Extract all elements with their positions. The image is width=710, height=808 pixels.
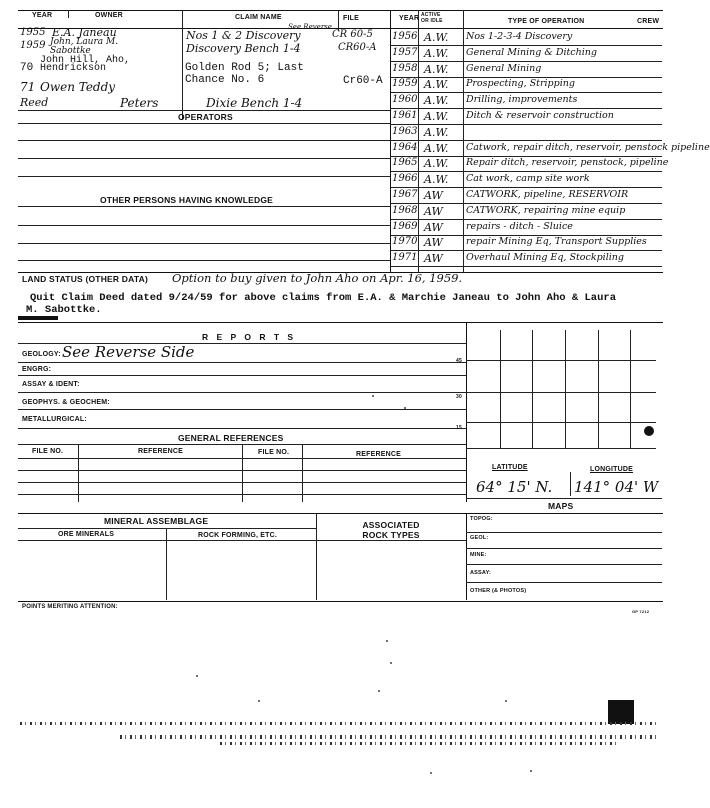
maps-other: OTHER (& PHOTOS): [470, 588, 527, 594]
scan-black-square: [608, 700, 634, 724]
operation-row-line: [390, 45, 662, 46]
points-top-line: [18, 601, 663, 602]
operation-row-line: [390, 187, 662, 188]
land-status-bottom-line: [18, 322, 663, 323]
operation-type: General Mining: [466, 63, 542, 74]
operation-row-line: [390, 140, 662, 141]
maps-label: MAPS: [548, 501, 574, 511]
operation-status: A.W.: [424, 31, 449, 44]
mineral-assemblage-title: MINERAL ASSEMBLAGE: [104, 516, 209, 526]
operation-status: A.W.: [424, 63, 449, 76]
operation-status: AW: [424, 252, 443, 265]
latitude-value: 64° 15' N.: [476, 478, 553, 496]
longitude-value: 141° 04' W: [574, 478, 659, 496]
maps-line: [466, 532, 662, 533]
operation-row-line: [390, 219, 662, 220]
claim-note: See Reverse: [288, 23, 332, 31]
owner-file-2: CR60-A: [338, 42, 377, 53]
operation-row-line: [390, 171, 662, 172]
geophys-label: GEOPHYS. & GEOCHEM:: [22, 399, 110, 406]
scan-noise-band: [20, 722, 660, 725]
grid-row: [466, 360, 656, 361]
header-crew: CREW: [637, 18, 660, 25]
general-references-title: GENERAL REFERENCES: [178, 433, 284, 443]
grid-col: [565, 330, 566, 448]
operation-type: CATWORK, pipeline, RESERVOIR: [466, 189, 629, 200]
associated-rock-types-label: ASSOCIATED ROCK TYPES: [362, 520, 420, 540]
maps-geol: GEOL:: [470, 535, 489, 541]
maps-line: [466, 548, 662, 549]
operation-year: 1967: [392, 189, 418, 200]
operation-type: Repair ditch, reservoir, penstock, pipeline: [466, 157, 669, 168]
other-persons-label: OTHER PERSONS HAVING KNOWLEDGE: [100, 195, 274, 205]
mineral-title-line: [18, 528, 316, 529]
engrg-label: ENGRG:: [22, 366, 52, 373]
gen-ref-col: [242, 444, 243, 502]
operation-type: CATWORK, repairing mine equip: [466, 205, 626, 216]
header-file: FILE: [343, 15, 359, 22]
owner-name-5: Peters: [120, 96, 159, 110]
grid-number-45: 45: [456, 358, 462, 364]
operation-year: 1959: [392, 78, 418, 89]
operation-type: General Mining & Ditching: [466, 47, 597, 58]
mineral-col: [316, 513, 317, 600]
gen-ref-reference: REFERENCE: [138, 448, 183, 455]
operation-year: 1964: [392, 142, 418, 153]
owner-year-2: 1959: [20, 40, 46, 51]
grid-col: [500, 330, 501, 448]
lat-long-divider: [570, 472, 571, 496]
owner-claim-2: Discovery Bench 1-4: [186, 42, 301, 55]
operation-year: 1960: [392, 94, 418, 105]
gen-ref-col: [302, 444, 303, 502]
operation-status: A.W.: [424, 78, 449, 91]
top-border: [18, 10, 663, 11]
operation-row-line: [390, 124, 662, 125]
reports-line: [18, 375, 466, 376]
operation-year: 1957: [392, 47, 418, 58]
operation-year: 1971: [392, 252, 418, 263]
header-year: YEAR: [32, 12, 53, 19]
gen-ref-col: [78, 444, 79, 502]
land-status-label: LAND STATUS (OTHER DATA): [22, 274, 148, 284]
reports-line: [18, 428, 466, 429]
operation-year: 1965: [392, 157, 418, 168]
points-label: POINTS MERITING ATTENTION:: [22, 604, 118, 610]
owner-claim-5: Dixie Bench 1-4: [206, 96, 303, 110]
gen-ref-file-no: FILE NO.: [32, 448, 64, 455]
reports-line: [18, 362, 466, 363]
operation-status: A.W.: [424, 157, 449, 170]
metallurgical-label: METALLURGICAL:: [22, 416, 87, 423]
other-persons-line: [18, 206, 390, 207]
header-active-idle: ACTIVE OR IDLE: [421, 12, 443, 24]
rock-forming-label: ROCK FORMING, ETC.: [198, 532, 278, 539]
scan-speck: [505, 700, 507, 702]
geology-value: See Reverse Side: [62, 343, 195, 361]
operation-type: repairs - ditch - Sluice: [466, 221, 573, 232]
operation-type: Nos 1-2-3-4 Discovery: [466, 31, 573, 42]
operation-year: 1970: [392, 236, 418, 247]
scan-speck: [386, 640, 388, 642]
operators-line: [18, 176, 390, 177]
owner-year-4: 71: [20, 80, 36, 94]
operation-year: 1961: [392, 110, 418, 121]
reports-divider: [466, 322, 467, 502]
operation-status: A.W.: [424, 173, 449, 186]
scan-speck: [404, 407, 406, 409]
maps-assay: ASSAY:: [470, 570, 492, 576]
operation-status: AW: [424, 236, 443, 249]
grid-row: [466, 422, 656, 423]
owner-year-5: Reed: [20, 96, 49, 109]
operation-status: A.W.: [424, 126, 449, 139]
col-line: [418, 10, 419, 272]
geology-label: GEOLOGY:: [22, 351, 61, 358]
operation-year: 1969: [392, 221, 418, 232]
operation-type: Drilling, improvements: [466, 94, 578, 105]
form-number: GP 7212: [632, 609, 650, 614]
maps-topog: TOPOG:: [470, 516, 493, 522]
grid-col: [630, 330, 631, 448]
owner-file-3: Cr60-A: [343, 75, 383, 87]
scan-speck: [378, 690, 380, 692]
mineral-header-line: [18, 540, 466, 541]
operation-year: 1956: [392, 31, 418, 42]
owner-claim-1: Nos 1 & 2 Discovery: [186, 29, 301, 42]
operation-type: Overhaul Mining Eq, Stockpiling: [466, 252, 624, 263]
reports-title: R E P O R T S: [202, 332, 297, 342]
longitude-label: LONGITUDE: [590, 466, 634, 473]
maps-mine: MINE:: [470, 552, 487, 558]
grid-col: [598, 330, 599, 448]
header-type-of-operation: TYPE OF OPERATION: [508, 18, 585, 25]
other-persons-line: [18, 243, 390, 244]
operation-type: Cat work, camp site work: [466, 173, 590, 184]
owner-claim-3: Golden Rod 5; Last Chance No. 6: [185, 62, 304, 86]
gen-ref-reference-2: REFERENCE: [356, 451, 401, 458]
scan-noise-band: [220, 742, 620, 745]
col-line: [338, 10, 339, 30]
lat-long-line: [466, 498, 662, 499]
land-status-mark: [18, 316, 58, 320]
mineral-top-line: [18, 513, 663, 514]
operation-status: AW: [424, 221, 443, 234]
owner-year-3: 70: [20, 62, 34, 74]
operation-row-line: [390, 266, 662, 267]
scan-noise-band: [120, 735, 660, 739]
owner-name-3: John Hill, Aho, Hendrickson: [40, 55, 131, 74]
scan-speck: [430, 772, 432, 774]
operators-label: OPERATORS: [178, 112, 233, 122]
operation-row-line: [390, 108, 662, 109]
other-persons-line: [18, 260, 390, 261]
operation-type: repair Mining Eq, Transport Supplies: [466, 236, 647, 247]
operation-row-line: [390, 250, 662, 251]
grid-row: [466, 392, 656, 393]
latitude-label: LATITUDE: [492, 464, 528, 471]
owners-bottom-line: [18, 110, 390, 111]
operation-type: Ditch & reservoir construction: [466, 110, 614, 121]
col-line: [463, 10, 464, 272]
reports-line: [18, 409, 466, 410]
scan-speck: [372, 395, 374, 397]
scan-speck: [530, 770, 532, 772]
grid-number-30: 30: [456, 394, 462, 400]
operators-line: [18, 123, 390, 124]
col-line: [182, 10, 183, 120]
header-year-right: YEAR: [399, 15, 420, 22]
reports-line: [18, 392, 466, 393]
other-persons-line: [18, 225, 390, 226]
operators-line: [18, 158, 390, 159]
operation-status: A.W.: [424, 47, 449, 60]
operation-year: 1963: [392, 126, 418, 137]
owner-name-4: Owen Teddy: [40, 80, 116, 94]
location-marker-icon: [644, 426, 654, 436]
land-status-typed-2: M. Sabottke.: [26, 304, 102, 316]
scan-speck: [196, 675, 198, 677]
grid-col: [532, 330, 533, 448]
owner-file-1: CR 60-5: [332, 29, 373, 40]
col-line: [68, 10, 69, 18]
owner-name-2: John, Laura M. Sabottke: [50, 37, 119, 56]
grid-number-15: 15: [456, 425, 462, 431]
header-owner: OWNER: [95, 12, 123, 19]
operation-status: A.W.: [424, 142, 449, 155]
mineral-col: [166, 528, 167, 600]
operation-row-line: [390, 92, 662, 93]
assay-label: ASSAY & IDENT:: [22, 381, 80, 388]
col-line: [390, 10, 391, 272]
owner-year-1: 1955: [20, 27, 46, 38]
operation-type: Prospecting, Stripping: [466, 78, 575, 89]
scan-speck: [390, 662, 392, 664]
operation-year: 1958: [392, 63, 418, 74]
operation-year: 1966: [392, 173, 418, 184]
operation-type: Catwork, repair ditch, reservoir, penstock pipeline: [466, 142, 710, 153]
land-status-handwritten: Option to buy given to John Aho on Apr. 16, 1959.: [172, 271, 463, 285]
scan-speck: [258, 700, 260, 702]
operators-line: [18, 140, 390, 141]
owner-name-1: E.A. Janeau: [52, 26, 117, 39]
grid-row: [466, 448, 656, 449]
maps-divider: [466, 513, 467, 600]
header-claim-name: CLAIM NAME: [235, 14, 282, 21]
operation-year: 1968: [392, 205, 418, 216]
maps-line: [466, 582, 662, 583]
land-status-typed-1: Quit Claim Deed dated 9/24/59 for above claims from E.A. & Marchie Janeau to John Aho & Laura: [30, 292, 616, 304]
operation-row-line: [390, 61, 662, 62]
operation-row-line: [390, 203, 662, 204]
operation-status: A.W.: [424, 110, 449, 123]
maps-line: [466, 564, 662, 565]
operation-status: AW: [424, 189, 443, 202]
operation-status: A.W.: [424, 94, 449, 107]
operation-status: AW: [424, 205, 443, 218]
ore-minerals-label: ORE MINERALS: [58, 531, 115, 538]
gen-ref-file-no-2: FILE NO.: [258, 449, 290, 456]
